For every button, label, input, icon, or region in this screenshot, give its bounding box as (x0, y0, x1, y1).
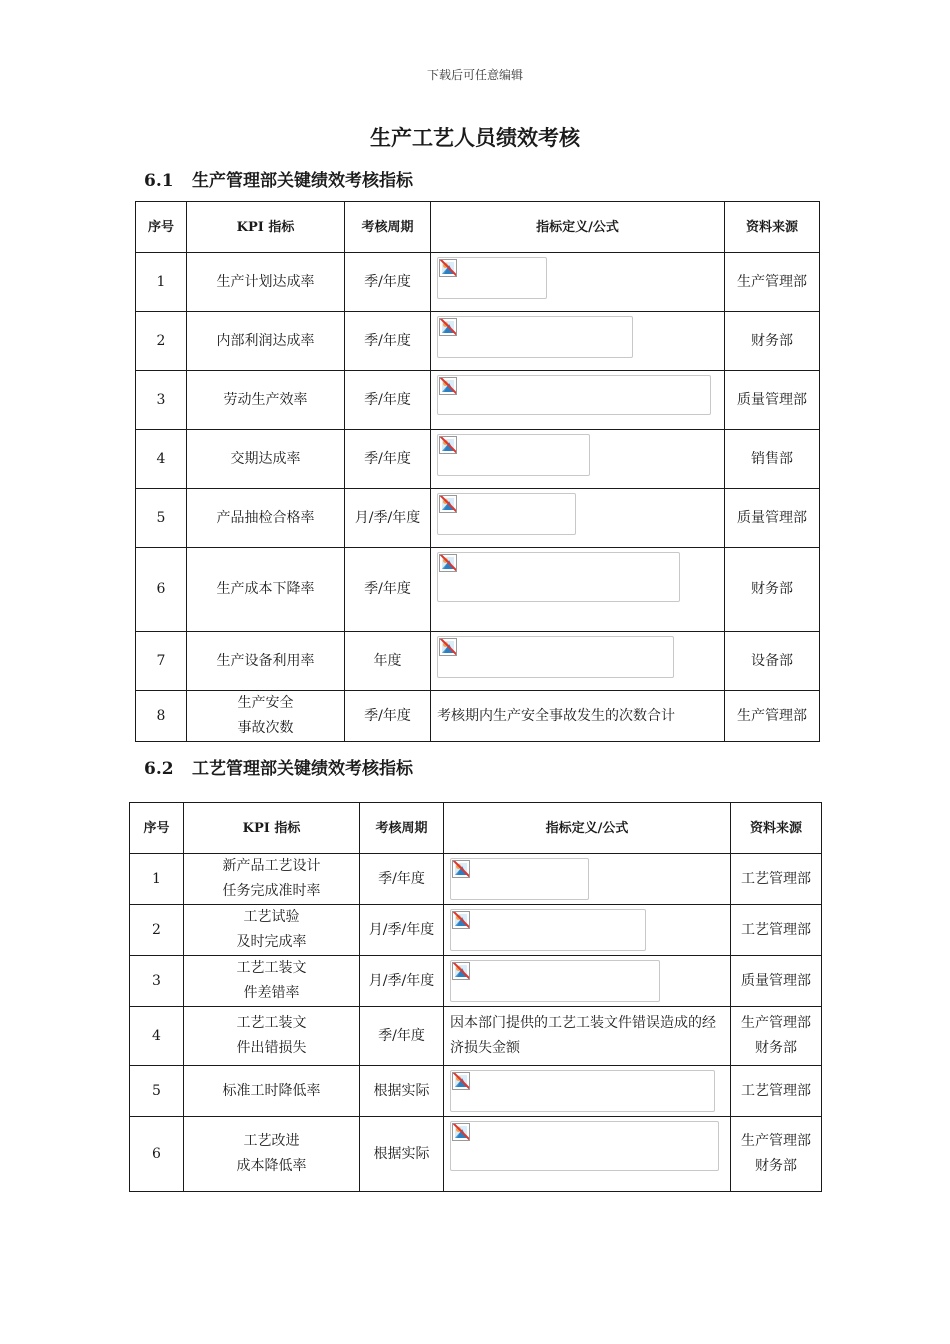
cell-definition (431, 489, 725, 548)
kpi-line: 生产安全 (237, 695, 294, 711)
header-no: 序号 (130, 803, 184, 854)
table-row (130, 1007, 822, 1066)
kpi-line: 内部利润达成率 (216, 332, 315, 349)
cell-kpi (187, 489, 345, 548)
cell-definition (431, 430, 725, 489)
cell-no: 5 (136, 489, 187, 548)
kpi-line: 生产计划达成率 (216, 273, 315, 290)
table-row (136, 253, 820, 312)
broken-image-icon (439, 318, 457, 336)
cell-source (725, 489, 820, 548)
table-row (130, 1066, 822, 1117)
kpi-table-production (135, 201, 820, 742)
cell-kpi (187, 430, 345, 489)
source-line: 设备部 (751, 652, 793, 669)
cell-kpi (187, 632, 345, 691)
cell-source (725, 253, 820, 312)
cell-source (725, 632, 820, 691)
table-row (136, 371, 820, 430)
kpi-line: 及时完成率 (236, 934, 307, 950)
header-no: 序号 (136, 202, 187, 253)
cell-definition (431, 371, 725, 430)
table-row (130, 956, 822, 1007)
cell-source (725, 548, 820, 632)
cell-kpi (187, 312, 345, 371)
cell-definition (444, 1117, 731, 1192)
kpi-line: 成本降低率 (236, 1158, 307, 1174)
cell-source (725, 312, 820, 371)
header-definition: 指标定义/公式 (431, 202, 725, 253)
cell-kpi (184, 854, 360, 905)
cell-source (731, 905, 822, 956)
formula-image (450, 960, 660, 1002)
kpi-line: 生产成本下降率 (216, 581, 315, 597)
cell-definition (444, 905, 731, 956)
cell-no: 4 (130, 1007, 184, 1066)
kpi-line: 件出错损失 (236, 1040, 307, 1056)
cell-no: 7 (136, 632, 187, 691)
broken-image-icon (452, 860, 470, 878)
formula-image (437, 257, 547, 299)
table-row (136, 548, 820, 632)
header-source: 资料来源 (725, 202, 820, 253)
kpi-line: 生产设备利用率 (216, 652, 315, 669)
cell-kpi (184, 905, 360, 956)
kpi-line: 标准工时降低率 (222, 1082, 321, 1099)
cell-kpi (184, 1007, 360, 1066)
cell-cycle: 月/季/年度 (360, 905, 444, 956)
cell-kpi (187, 548, 345, 632)
cell-cycle: 年度 (345, 632, 431, 691)
section-2-heading: 工艺管理部关键绩效考核指标 (192, 759, 413, 779)
kpi-line: 工艺工装文 (236, 1015, 307, 1031)
cell-cycle: 月/季/年度 (360, 956, 444, 1007)
header-cycle: 考核周期 (345, 202, 431, 253)
section-1-number: 6.1 (144, 171, 174, 191)
cell-cycle: 季/年度 (345, 253, 431, 312)
header-cycle: 考核周期 (360, 803, 444, 854)
cell-definition (431, 312, 725, 371)
cell-cycle: 根据实际 (360, 1066, 444, 1117)
source-line: 质量管理部 (741, 972, 811, 989)
cell-kpi (187, 371, 345, 430)
cell-definition (444, 956, 731, 1007)
broken-image-icon (452, 962, 470, 980)
cell-cycle: 季/年度 (360, 1007, 444, 1066)
source-line: 工艺管理部 (741, 921, 811, 938)
cell-cycle: 季/年度 (345, 371, 431, 430)
table-row (130, 905, 822, 956)
broken-image-icon (439, 259, 457, 277)
cell-kpi (184, 956, 360, 1007)
formula-image (437, 636, 674, 678)
table-row (136, 489, 820, 548)
cell-source (731, 1117, 822, 1192)
source-line: 财务部 (755, 1158, 797, 1174)
cell-no: 1 (136, 253, 187, 312)
kpi-line: 件差错率 (243, 985, 300, 1001)
source-line: 财务部 (751, 581, 793, 597)
page-title: 生产工艺人员绩效考核 (370, 125, 580, 150)
formula-image (450, 1121, 719, 1171)
cell-cycle: 季/年度 (345, 430, 431, 489)
cell-source (731, 956, 822, 1007)
broken-image-icon (439, 377, 457, 395)
source-line: 工艺管理部 (741, 1082, 811, 1099)
cell-source (725, 371, 820, 430)
cell-definition (431, 253, 725, 312)
cell-no: 4 (136, 430, 187, 489)
source-line: 销售部 (751, 450, 793, 467)
section-1-heading: 生产管理部关键绩效考核指标 (192, 171, 413, 191)
broken-image-icon (439, 638, 457, 656)
cell-source (725, 691, 820, 742)
cell-cycle: 季/年度 (345, 691, 431, 742)
cell-kpi (184, 1117, 360, 1192)
cell-cycle: 月/季/年度 (345, 489, 431, 548)
table-row (136, 632, 820, 691)
section-1-title (144, 166, 413, 191)
cell-source (731, 1066, 822, 1117)
source-line: 财务部 (751, 332, 793, 349)
kpi-line: 交期达成率 (230, 450, 301, 467)
kpi-line: 事故次数 (237, 720, 294, 736)
source-line: 生产管理部 (741, 1015, 811, 1031)
cell-no: 1 (130, 854, 184, 905)
cell-definition (444, 854, 731, 905)
formula-image (450, 858, 589, 900)
kpi-line: 新产品工艺设计 (222, 858, 321, 874)
kpi-line: 工艺工装文 (236, 960, 307, 976)
cell-no: 8 (136, 691, 187, 742)
cell-cycle: 季/年度 (345, 548, 431, 632)
formula-image (437, 552, 680, 602)
formula-image (437, 434, 590, 476)
cell-no: 5 (130, 1066, 184, 1117)
table-row (130, 1117, 822, 1192)
cell-cycle: 根据实际 (360, 1117, 444, 1192)
cell-no: 2 (136, 312, 187, 371)
cell-no: 3 (130, 956, 184, 1007)
cell-no: 3 (136, 371, 187, 430)
header-definition: 指标定义/公式 (444, 803, 731, 854)
cell-definition: 考核期内生产安全事故发生的次数合计 (431, 691, 725, 742)
kpi-line: 产品抽检合格率 (216, 509, 315, 526)
cell-kpi (184, 1066, 360, 1117)
kpi-line: 工艺改进 (243, 1133, 300, 1149)
source-line: 生产管理部 (737, 273, 807, 290)
cell-kpi (187, 691, 345, 742)
broken-image-icon (452, 911, 470, 929)
source-line: 生产管理部 (741, 1133, 811, 1149)
cell-source (725, 430, 820, 489)
cell-definition (431, 548, 725, 632)
cell-definition (444, 1066, 731, 1117)
table-row (130, 854, 822, 905)
table-row (136, 691, 820, 742)
source-line: 质量管理部 (737, 391, 807, 408)
header-kpi: KPI 指标 (187, 202, 345, 253)
source-line: 工艺管理部 (741, 870, 811, 887)
header-note: 下载后可任意编辑 (426, 68, 523, 82)
broken-image-icon (452, 1123, 470, 1141)
broken-image-icon (439, 436, 457, 454)
cell-definition (431, 632, 725, 691)
header-source: 资料来源 (731, 803, 822, 854)
cell-no: 2 (130, 905, 184, 956)
cell-cycle: 季/年度 (345, 312, 431, 371)
broken-image-icon (452, 1072, 470, 1090)
kpi-table-process (129, 802, 822, 1192)
cell-no: 6 (130, 1117, 184, 1192)
cell-source (731, 1007, 822, 1066)
kpi-line: 任务完成准时率 (222, 883, 321, 899)
cell-cycle: 季/年度 (360, 854, 444, 905)
formula-image (450, 1070, 715, 1112)
kpi-line: 劳动生产效率 (223, 391, 308, 408)
formula-image (450, 909, 646, 951)
source-line: 生产管理部 (737, 707, 807, 724)
source-line: 质量管理部 (737, 509, 807, 526)
broken-image-icon (439, 495, 457, 513)
source-line: 财务部 (755, 1040, 797, 1056)
formula-image (437, 375, 711, 415)
header-kpi: KPI 指标 (184, 803, 360, 854)
broken-image-icon (439, 554, 457, 572)
kpi-line: 工艺试验 (243, 909, 300, 925)
formula-image (437, 316, 633, 358)
section-2-title (144, 754, 413, 779)
formula-image (437, 493, 576, 535)
cell-source (731, 854, 822, 905)
cell-definition: 因本部门提供的工艺工装文件错误造成的经济损失金额 (444, 1007, 731, 1066)
cell-kpi (187, 253, 345, 312)
cell-no: 6 (136, 548, 187, 632)
table-row (136, 430, 820, 489)
table-row (136, 312, 820, 371)
section-2-number: 6.2 (144, 759, 174, 779)
